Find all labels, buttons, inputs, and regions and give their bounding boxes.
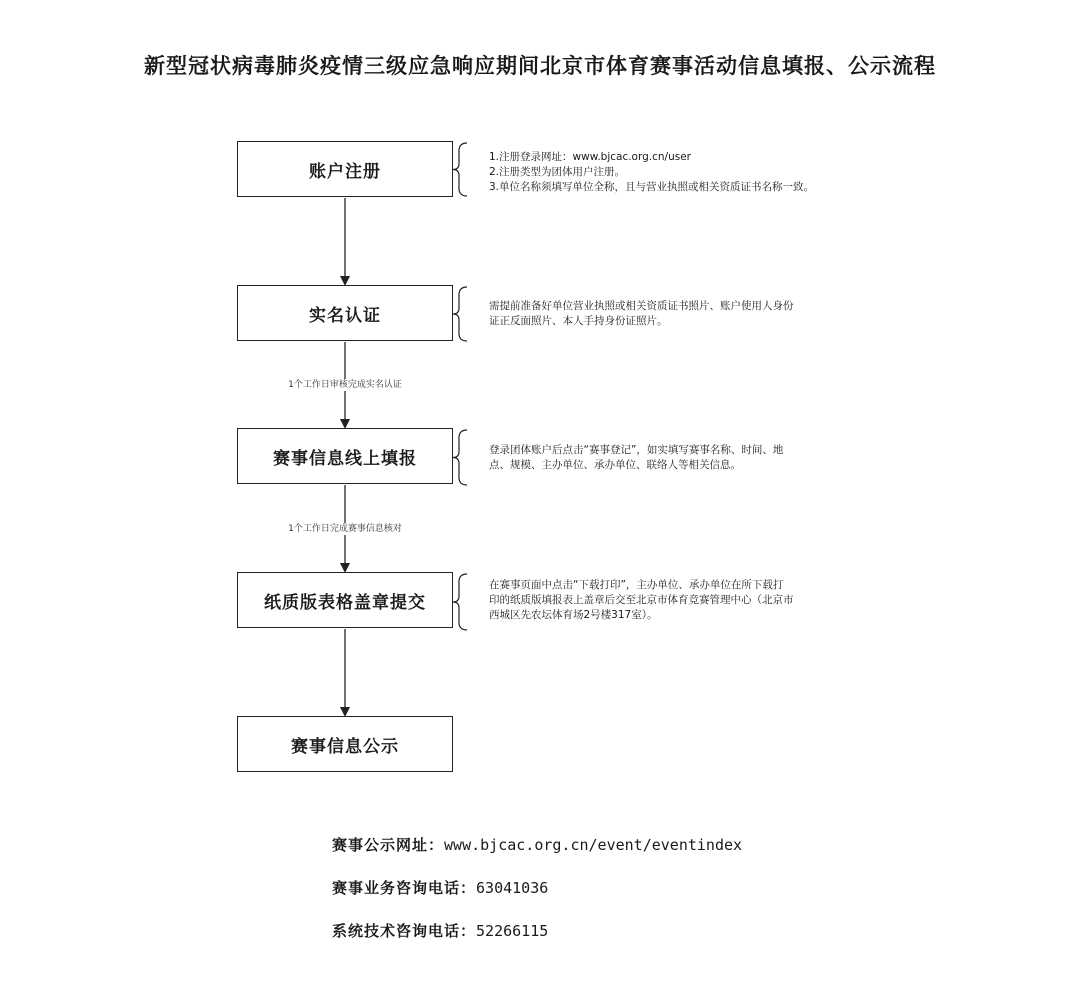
page-title: 新型冠状病毒肺炎疫情三级应急响应期间北京市体育赛事活动信息填报、公示流程: [144, 54, 936, 78]
step-box-real-name-verification: [237, 285, 453, 341]
step-label: 赛事信息线上填报: [273, 448, 417, 469]
step-label: 实名认证: [309, 305, 381, 326]
step-box-event-info-publication: [237, 716, 453, 772]
step-box-online-event-filing: [237, 428, 453, 484]
note-line: 2.注册类型为团体用户注册。: [489, 166, 626, 178]
step-label: 赛事信息公示: [291, 736, 399, 757]
note-line: 3.单位名称须填写单位全称，且与营业执照或相关资质证书名称一致。: [489, 181, 815, 193]
step-label: 纸质版表格盖章提交: [264, 592, 426, 613]
note-paper-form-submission: [489, 578, 854, 623]
step-box-account-registration: [237, 141, 453, 197]
note-line: 印的纸质版填报表上盖章后交至北京市体育竞赛管理中心（北京市: [489, 594, 794, 606]
note-line: 点、规模、主办单位、承办单位、联络人等相关信息。: [489, 459, 741, 471]
footer-tech-label: 系统技术咨询电话：: [332, 922, 477, 940]
footer-tech-phone: [332, 920, 548, 941]
note-online-event-filing: [489, 443, 854, 473]
edge-label-check-time: [230, 523, 460, 535]
note-account-registration: [489, 150, 854, 195]
edge-label-text: 1个工作日审核完成实名认证: [288, 380, 402, 390]
brace-connector: [453, 430, 467, 485]
brace-connector: [453, 574, 467, 630]
note-line: 西城区先农坛体育场2号楼317室）。: [489, 609, 658, 621]
footer-business-label: 赛事业务咨询电话：: [332, 879, 477, 897]
note-real-name-verification: [489, 299, 854, 329]
brace-connector: [453, 143, 467, 196]
footer-website: [332, 834, 742, 855]
footer-business-number: 63041036: [476, 879, 549, 897]
note-line: 证正反面照片、本人手持身份证照片。: [489, 315, 668, 327]
note-line: 在赛事页面中点击“下载打印”，主办单位、承办单位在所下载打: [489, 579, 784, 591]
footer-website-label: 赛事公示网址：: [332, 836, 445, 854]
footer-tech-number: 52266115: [476, 922, 549, 940]
brace-connector: [453, 287, 467, 341]
edge-label-text: 1个工作日完成赛事信息核对: [288, 524, 402, 534]
note-line: 登录团体账户后点击“赛事登记”，如实填写赛事名称、时间、地: [489, 444, 784, 456]
step-label: 账户注册: [309, 161, 381, 182]
edge-label-verification-time: [230, 379, 460, 391]
footer-business-phone: [332, 877, 548, 898]
note-line: 需提前准备好单位营业执照或相关资质证书照片、账户使用人身份: [489, 300, 794, 312]
footer-website-link[interactable]: www.bjcac.org.cn/event/eventindex: [444, 836, 743, 854]
note-line: 1.注册登录网址：www.bjcac.org.cn/user: [489, 151, 691, 163]
step-box-paper-form-submission: [237, 572, 453, 628]
